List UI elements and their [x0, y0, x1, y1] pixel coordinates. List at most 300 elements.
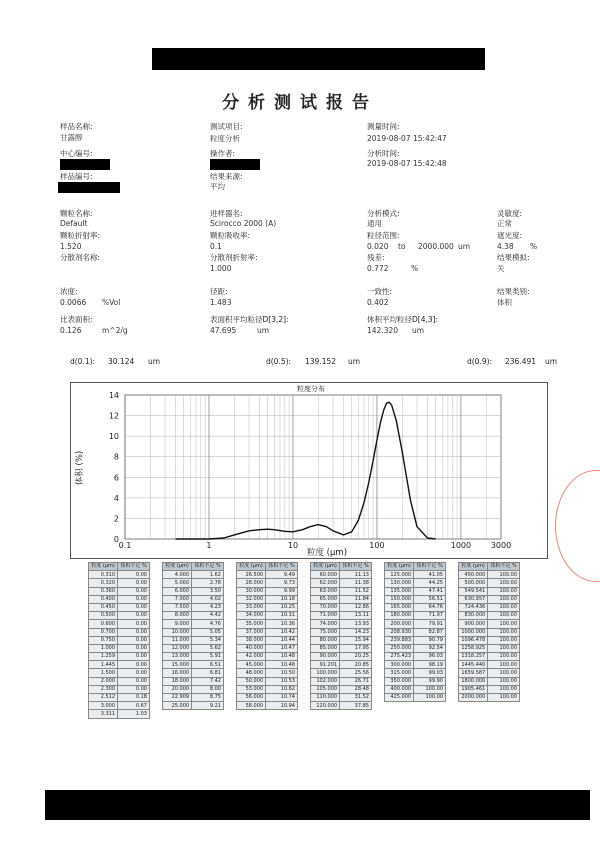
- size-cell: 34.000: [237, 612, 266, 620]
- table-row: [311, 677, 372, 685]
- table-row: [385, 620, 446, 628]
- result-source-value: 平均: [210, 182, 225, 191]
- size-table-1: [88, 562, 150, 719]
- injector-label: 进样器名:: [210, 209, 243, 218]
- cumulative-cell: 1.62: [192, 571, 224, 579]
- size-cell: 0.360: [89, 587, 118, 595]
- size-cell: 200.000: [385, 620, 414, 628]
- ssa-value: 0.126: [60, 326, 82, 335]
- header-size: 粒度 (μm): [311, 563, 340, 571]
- y-tick-label: 14: [108, 391, 119, 400]
- size-cell: 65.000: [311, 595, 340, 603]
- size-cell: 7.500: [163, 603, 192, 611]
- cumulative-cell: 0.00: [118, 669, 150, 677]
- size-cell: 0.450: [89, 603, 118, 611]
- table-row: [237, 612, 298, 620]
- cumulative-cell: 10.53: [266, 677, 298, 685]
- cumulative-cell: 96.03: [414, 653, 446, 661]
- size-cell: 135.000: [385, 587, 414, 595]
- table-row: [89, 653, 150, 661]
- size-cell: 45.000: [237, 661, 266, 669]
- cumulative-cell: 92.54: [414, 644, 446, 652]
- table-row: [237, 669, 298, 677]
- table-row: [459, 669, 520, 677]
- table-row: [237, 620, 298, 628]
- size-cell: 33.000: [237, 603, 266, 611]
- cumulative-cell: 100.00: [488, 685, 520, 693]
- table-row: [311, 644, 372, 652]
- table-row: [385, 644, 446, 652]
- table-row: [89, 669, 150, 677]
- size-cell: 53.000: [237, 685, 266, 693]
- x-tick-label: 0.1: [118, 541, 132, 550]
- ssa-label: 比表面积:: [60, 315, 93, 324]
- table-row: [163, 636, 224, 644]
- sample-no-label: 样品编号:: [60, 172, 93, 181]
- cumulative-cell: 5.05: [192, 628, 224, 636]
- size-cell: 37.000: [237, 628, 266, 636]
- concentration-label: 浓度:: [60, 287, 78, 296]
- header-cumulative: 体积不足 %: [118, 563, 150, 571]
- size-cell: 1096.478: [459, 636, 488, 644]
- size-cell: 315.000: [385, 669, 414, 677]
- table-row: [163, 603, 224, 611]
- size-cell: 2.512: [89, 694, 118, 702]
- chart-title: 粒度分布: [297, 385, 325, 393]
- report-title: 分析测试报告: [222, 93, 378, 113]
- residual-label: 残差:: [367, 253, 385, 262]
- cumulative-cell: 10.44: [266, 636, 298, 644]
- table-row: [311, 571, 372, 579]
- table-row: [89, 579, 150, 587]
- cumulative-cell: 20.85: [340, 661, 372, 669]
- size-cell: 0.750: [89, 636, 118, 644]
- table-row: [311, 579, 372, 587]
- cumulative-cell: 10.48: [266, 653, 298, 661]
- size-cell: 16.000: [163, 669, 192, 677]
- analysis-mode-value: 通用: [367, 219, 382, 228]
- size-cell: 2000.000: [459, 694, 488, 702]
- cumulative-cell: 44.25: [414, 579, 446, 587]
- table-row: [311, 603, 372, 611]
- table-row: [163, 661, 224, 669]
- y-tick-label: 8: [113, 452, 119, 462]
- chart-ylabel: 体积 (%): [75, 450, 85, 486]
- result-sim-label: 结果模拟:: [497, 253, 530, 262]
- cumulative-cell: 100.00: [488, 653, 520, 661]
- size-cell: 4.000: [163, 571, 192, 579]
- cumulative-cell: 0.00: [118, 653, 150, 661]
- size-cell: 74.000: [311, 620, 340, 628]
- measure-time-value: 2019-08-07 15:42:47: [367, 134, 447, 143]
- table-row: [163, 579, 224, 587]
- table-row: [459, 661, 520, 669]
- cumulative-cell: 26.71: [340, 677, 372, 685]
- analysis-mode-label: 分析模式:: [367, 209, 400, 218]
- table-row: [385, 603, 446, 611]
- table-row: [459, 587, 520, 595]
- cumulative-cell: 5.91: [192, 653, 224, 661]
- cumulative-cell: 64.76: [414, 603, 446, 611]
- cumulative-cell: 0.00: [118, 603, 150, 611]
- table-row: [237, 595, 298, 603]
- y-tick-label: 6: [113, 473, 119, 483]
- table-row: [163, 677, 224, 685]
- size-cell: 105.000: [311, 685, 340, 693]
- size-cell: 400.000: [385, 685, 414, 693]
- d09-value: 236.491: [505, 357, 537, 366]
- table-row: [311, 628, 372, 636]
- obscuration-value: 4.38: [497, 242, 514, 251]
- table-row: [385, 579, 446, 587]
- cumulative-cell: 10.18: [266, 595, 298, 603]
- size-cell: 13.000: [163, 653, 192, 661]
- cumulative-cell: 10.36: [266, 620, 298, 628]
- cumulative-cell: 0.00: [118, 636, 150, 644]
- table-row: [237, 653, 298, 661]
- size-cell: 1.445: [89, 661, 118, 669]
- size-cell: 90.000: [311, 653, 340, 661]
- size-cell: 2.000: [89, 677, 118, 685]
- analysis-time-label: 分析时间:: [367, 149, 400, 158]
- redacted-center-no: [60, 159, 110, 170]
- cumulative-cell: 6.51: [192, 661, 224, 669]
- cumulative-cell: 0.00: [118, 644, 150, 652]
- size-cell: 275.423: [385, 653, 414, 661]
- cumulative-cell: 11.38: [340, 579, 372, 587]
- table-row: [459, 612, 520, 620]
- d09-unit: um: [545, 357, 558, 366]
- particle-name-label: 颗粒名称:: [60, 209, 93, 218]
- table-row: [311, 685, 372, 693]
- table-row: [459, 579, 520, 587]
- size-cell: 48.000: [237, 669, 266, 677]
- cumulative-cell: 100.00: [488, 579, 520, 587]
- concentration-value: 0.0066: [60, 298, 87, 307]
- table-row: [385, 612, 446, 620]
- size-cell: 250.000: [385, 644, 414, 652]
- table-row: [385, 653, 446, 661]
- cumulative-cell: 100.00: [488, 612, 520, 620]
- d05-value: 139.152: [305, 357, 337, 366]
- plot-area: [125, 395, 501, 539]
- size-cell: 18.000: [163, 677, 192, 685]
- table-row: [459, 644, 520, 652]
- cumulative-cell: 4.42: [192, 612, 224, 620]
- cumulative-cell: 100.00: [488, 661, 520, 669]
- y-tick-label: 12: [108, 411, 119, 421]
- cumulative-cell: 8.00: [192, 685, 224, 693]
- cumulative-cell: 0.00: [118, 612, 150, 620]
- table-row: [237, 636, 298, 644]
- cumulative-cell: 10.47: [266, 644, 298, 652]
- table-row: [163, 571, 224, 579]
- size-table-5: [384, 562, 446, 702]
- cumulative-cell: 13.11: [340, 612, 372, 620]
- cumulative-cell: 100.00: [488, 694, 520, 702]
- size-cell: 1659.587: [459, 669, 488, 677]
- cumulative-cell: 20.25: [340, 653, 372, 661]
- cumulative-cell: 37.85: [340, 702, 372, 710]
- size-cell: 630.957: [459, 595, 488, 603]
- cumulative-cell: 28.48: [340, 685, 372, 693]
- table-row: [459, 620, 520, 628]
- table-row: [237, 628, 298, 636]
- size-cell: 63.000: [311, 587, 340, 595]
- cumulative-cell: 17.95: [340, 644, 372, 652]
- size-cell: 50.000: [237, 677, 266, 685]
- d05-unit: um: [348, 357, 361, 366]
- result-type-label: 结果类别:: [497, 287, 530, 296]
- table-row: [163, 653, 224, 661]
- chart-grid: [125, 395, 501, 539]
- size-cell: 549.541: [459, 587, 488, 595]
- size-cell: 85.000: [311, 644, 340, 652]
- table-row: [89, 677, 150, 685]
- size-cell: 180.000: [385, 612, 414, 620]
- sensitivity-value: 正常: [497, 219, 512, 228]
- x-tick-label: 3000: [490, 541, 512, 550]
- cumulative-cell: 100.00: [488, 603, 520, 611]
- table-row: [237, 661, 298, 669]
- table-row: [385, 628, 446, 636]
- cumulative-cell: 10.31: [266, 612, 298, 620]
- size-cell: 3.000: [89, 702, 118, 710]
- y-tick-label: 4: [113, 493, 119, 503]
- cumulative-cell: 4.76: [192, 620, 224, 628]
- cumulative-cell: 8.75: [192, 694, 224, 702]
- obscuration-label: 遮光度:: [497, 231, 523, 240]
- size-cell: 1258.925: [459, 644, 488, 652]
- range-to: 2000.000: [418, 242, 454, 251]
- d32-label: 表面积平均粒径D[3,2]:: [210, 315, 289, 324]
- cumulative-cell: 98.19: [414, 661, 446, 669]
- residual-unit: %: [411, 264, 419, 273]
- size-cell: 125.000: [385, 571, 414, 579]
- redaction-bar-bottom: [45, 790, 590, 820]
- cumulative-cell: 31.52: [340, 694, 372, 702]
- cumulative-cell: 13.93: [340, 620, 372, 628]
- table-row: [459, 628, 520, 636]
- size-cell: 62.000: [311, 579, 340, 587]
- size-cell: 15.000: [163, 661, 192, 669]
- table-row: [237, 702, 298, 710]
- size-cell: 3.311: [89, 710, 118, 718]
- table-row: [89, 620, 150, 628]
- obscuration-unit: %: [530, 242, 538, 251]
- d32-unit: um: [257, 326, 270, 335]
- size-cell: 26.500: [237, 571, 266, 579]
- header-cumulative: 体积不足 %: [266, 563, 298, 571]
- y-tick-label: 0: [113, 535, 119, 544]
- table-row: [459, 677, 520, 685]
- particle-size-chart: [71, 383, 547, 558]
- concentration-unit: %Vol: [102, 298, 121, 307]
- size-cell: 500.000: [459, 579, 488, 587]
- size-cell: 7.000: [163, 595, 192, 603]
- header-size: 粒度 (μm): [89, 563, 118, 571]
- size-cell: 120.000: [311, 702, 340, 710]
- size-cell: 91.201: [311, 661, 340, 669]
- table-row: [89, 612, 150, 620]
- d09-label: d(0.9):: [467, 357, 493, 366]
- table-row: [89, 685, 150, 693]
- redaction-bar-top: [152, 48, 485, 70]
- table-header-row: [163, 563, 224, 571]
- size-cell: 1445.440: [459, 661, 488, 669]
- size-cell: 2.300: [89, 685, 118, 693]
- cumulative-cell: 0.18: [118, 694, 150, 702]
- table-row: [237, 603, 298, 611]
- size-cell: 42.000: [237, 653, 266, 661]
- table-row: [163, 644, 224, 652]
- table-row: [459, 685, 520, 693]
- cumulative-cell: 10.42: [266, 628, 298, 636]
- cumulative-cell: 0.00: [118, 595, 150, 603]
- cumulative-cell: 15.94: [340, 636, 372, 644]
- y-tick-label: 10: [108, 432, 119, 442]
- cumulative-cell: 41.05: [414, 571, 446, 579]
- cumulative-cell: 90.79: [414, 636, 446, 644]
- span-label: 径距:: [210, 287, 228, 296]
- cumulative-cell: 10.25: [266, 603, 298, 611]
- table-row: [459, 603, 520, 611]
- size-cell: 208.930: [385, 628, 414, 636]
- cumulative-cell: 100.00: [488, 571, 520, 579]
- table-row: [311, 702, 372, 710]
- table-row: [89, 710, 150, 718]
- table-row: [163, 620, 224, 628]
- table-row: [311, 636, 372, 644]
- size-cell: 1800.000: [459, 677, 488, 685]
- cumulative-cell: 0.67: [118, 702, 150, 710]
- cumulative-cell: 0.00: [118, 620, 150, 628]
- test-item-label: 测试项目:: [210, 122, 243, 131]
- ssa-unit: m^2/g: [102, 326, 128, 335]
- d43-unit: um: [412, 326, 425, 335]
- cumulative-cell: 100.00: [488, 644, 520, 652]
- cumulative-cell: 100.00: [414, 685, 446, 693]
- size-cell: 11.000: [163, 636, 192, 644]
- sample-name-value: 甘露醇: [60, 133, 83, 142]
- size-cell: 0.320: [89, 579, 118, 587]
- uniformity-label: 一致性:: [367, 287, 393, 296]
- table-row: [89, 661, 150, 669]
- size-cell: 724.436: [459, 603, 488, 611]
- size-cell: 130.000: [385, 579, 414, 587]
- cumulative-cell: 79.91: [414, 620, 446, 628]
- particle-ri-value: 1.520: [60, 242, 82, 251]
- table-row: [237, 579, 298, 587]
- size-cell: 28.000: [237, 579, 266, 587]
- range-label: 粒径范围:: [367, 231, 400, 240]
- injector-value: Scirocco 2000 (A): [210, 219, 277, 228]
- size-cell: 102.000: [311, 677, 340, 685]
- size-cell: 0.500: [89, 612, 118, 620]
- chart-frame: [70, 382, 548, 559]
- table-header-row: [237, 563, 298, 571]
- header-size: 粒度 (μm): [385, 563, 414, 571]
- cumulative-cell: 56.51: [414, 595, 446, 603]
- table-row: [459, 636, 520, 644]
- table-row: [163, 595, 224, 603]
- cumulative-cell: 100.00: [488, 628, 520, 636]
- table-row: [385, 571, 446, 579]
- size-cell: 1318.257: [459, 653, 488, 661]
- table-header-row: [385, 563, 446, 571]
- x-tick-label: 1: [206, 541, 212, 550]
- table-row: [237, 644, 298, 652]
- table-row: [459, 653, 520, 661]
- table-row: [163, 669, 224, 677]
- range-from: 0.020: [367, 242, 389, 251]
- table-row: [385, 636, 446, 644]
- cumulative-cell: 4.02: [192, 595, 224, 603]
- cumulative-cell: 100.00: [488, 620, 520, 628]
- size-cell: 165.000: [385, 603, 414, 611]
- cumulative-cell: 9.49: [266, 571, 298, 579]
- table-row: [89, 644, 150, 652]
- cumulative-cell: 47.41: [414, 587, 446, 595]
- cumulative-cell: 10.48: [266, 661, 298, 669]
- dispersant-ri-value: 1.000: [210, 264, 232, 273]
- cumulative-cell: 7.42: [192, 677, 224, 685]
- cumulative-cell: 25.56: [340, 669, 372, 677]
- header-size: 粒度 (μm): [163, 563, 192, 571]
- size-cell: 0.310: [89, 571, 118, 579]
- table-row: [89, 571, 150, 579]
- result-type-value: 体积: [497, 298, 512, 307]
- size-cell: 12.000: [163, 644, 192, 652]
- d43-value: 142.320: [367, 326, 399, 335]
- size-table-3: [236, 562, 298, 710]
- cumulative-cell: 10.94: [266, 702, 298, 710]
- center-no-label: 中心编号:: [60, 149, 93, 158]
- size-cell: 1.259: [89, 653, 118, 661]
- size-cell: 0.700: [89, 628, 118, 636]
- particle-name-value: Default: [60, 219, 88, 228]
- cumulative-cell: 14.23: [340, 628, 372, 636]
- table-row: [385, 661, 446, 669]
- cumulative-cell: 100.00: [414, 694, 446, 702]
- cumulative-cell: 0.00: [118, 628, 150, 636]
- size-cell: 80.000: [311, 636, 340, 644]
- table-row: [237, 587, 298, 595]
- particle-ri-label: 颗粒折射率:: [60, 231, 101, 240]
- absorption-value: 0.1: [210, 242, 222, 251]
- table-row: [311, 653, 372, 661]
- cumulative-cell: 0.00: [118, 685, 150, 693]
- table-row: [89, 702, 150, 710]
- cumulative-cell: 0.00: [118, 579, 150, 587]
- size-cell: 40.000: [237, 644, 266, 652]
- cumulative-cell: 2.78: [192, 579, 224, 587]
- table-row: [237, 685, 298, 693]
- uniformity-value: 0.402: [367, 298, 389, 307]
- table-row: [311, 694, 372, 702]
- cumulative-cell: 9.99: [266, 587, 298, 595]
- table-row: [237, 677, 298, 685]
- size-cell: 75.000: [311, 628, 340, 636]
- table-row: [459, 571, 520, 579]
- cumulative-cell: 100.00: [488, 587, 520, 595]
- table-row: [237, 571, 298, 579]
- table-row: [163, 694, 224, 702]
- table-row: [459, 595, 520, 603]
- redacted-sample-no: [58, 182, 120, 193]
- table-row: [385, 595, 446, 603]
- table-header-row: [89, 563, 150, 571]
